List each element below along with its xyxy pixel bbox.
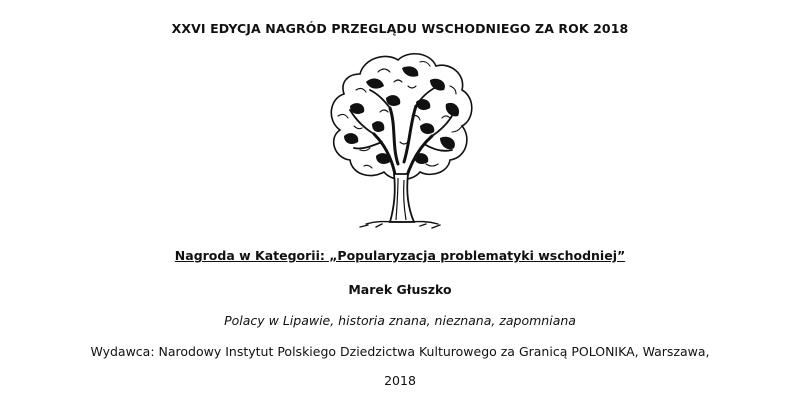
award-category: Nagroda w Kategorii: „Popularyzacja problematyki wschodniej” <box>174 248 626 263</box>
book-title: Polacy w Lipawie, historia znana, nieznana, zapomniana <box>224 313 576 328</box>
publisher-line: Wydawca: Narodowy Instytut Polskiego Dziedzictwa Kulturowego za Granicą POLONIKA, Warszawa, <box>90 344 710 359</box>
author-name: Marek Głuszko <box>348 282 452 297</box>
publication-year: 2018 <box>384 373 416 388</box>
illustration <box>0 46 800 230</box>
award-heading: XXVI EDYCJA NAGRÓD PRZEGLĄDU WSCHODNIEGO ZA ROK 2018 <box>171 21 629 36</box>
oak-tree-icon <box>320 46 480 230</box>
